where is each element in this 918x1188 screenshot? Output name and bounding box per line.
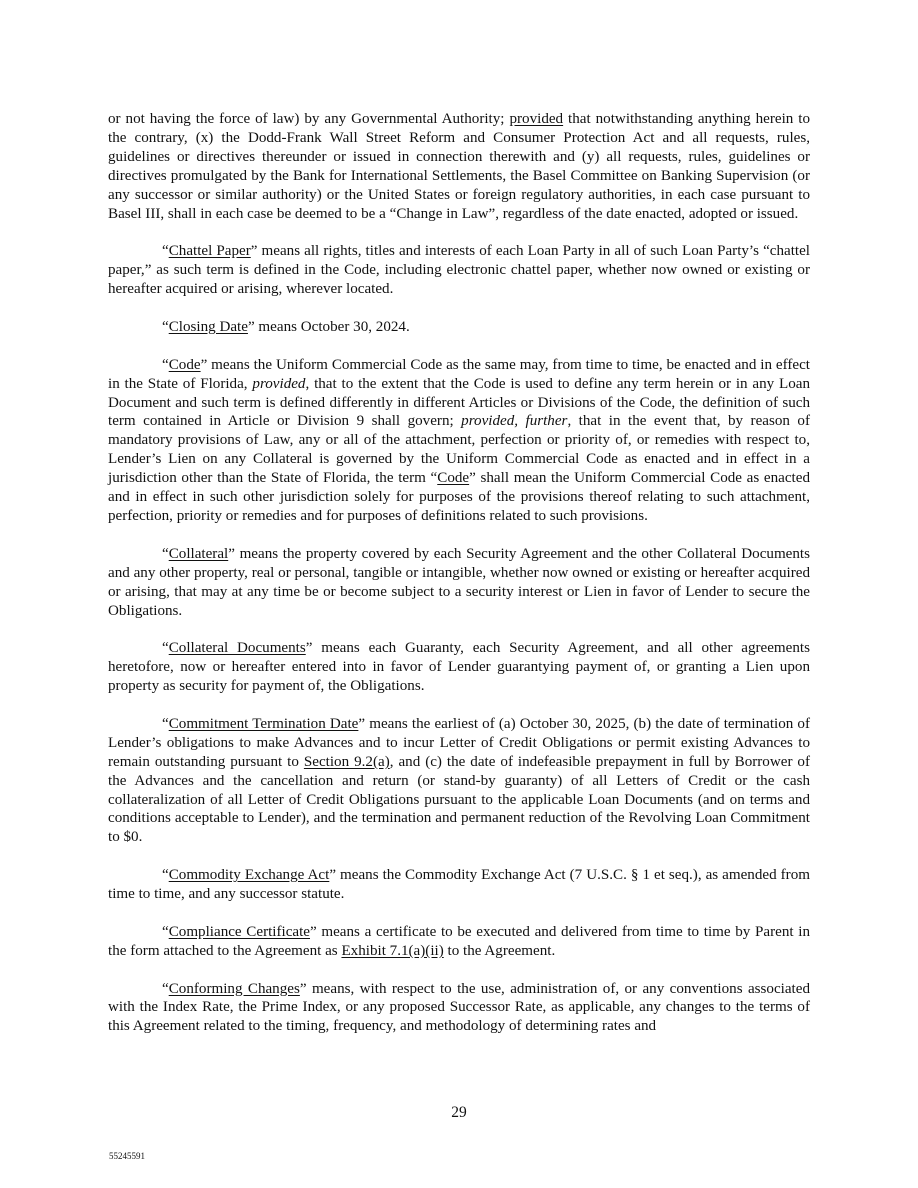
defined-term: Closing Date [168,318,248,335]
paragraph [108,545,810,621]
paragraph [108,980,810,1037]
text-run: “ [162,243,169,260]
paragraph [108,866,810,904]
text-run: ” means October 30, 2024. [247,318,410,335]
text-run: “ [162,318,169,335]
text-run: “ [162,356,169,373]
document-body [108,110,810,1055]
text-run: “ [162,545,169,562]
text-run: “ [162,980,169,997]
defined-term: Section 9.2(a) [303,753,390,770]
text-run: ” shall mean the Uniform Commercial Code as enacted and in effect in such other jurisdiction solely for purposes of the provisions thereof relating to such attachment, perfection, priority or remedies and for purposes of definitions related to such provisions. [108,470,810,524]
text-run: “ [162,923,169,940]
paragraph [108,639,810,696]
text-run: , that in the event that, by reason of mandatory provisions of Law, any or all of the attachment, perfection or priority of, or remedies with respect to, Lender’s Lien on any Collateral is governed by the Uniform Commercial Code as enacted and in effect in a jurisdiction other than the State of Florida, the term “ [108,413,810,487]
text-run: “ [162,867,169,884]
paragraph [108,242,810,299]
defined-term: Code [437,470,470,487]
text-run: ” means the earliest of (a) October 30, 2025, (b) the date of termination of Lender’s obligations to make Advances and to incur Letter of Credit Obligations or permit existing Advances to remain outstanding pursuant to [108,715,811,770]
defined-term: Chattel Paper [168,243,251,260]
defined-term: Commodity Exchange Act [168,867,330,884]
defined-term: Exhibit 7.1(a)(ii) [341,942,444,959]
paragraph [108,715,810,847]
text-run: ” means, with respect to the use, administration of, or any conventions associated with the Index Rate, the Prime Index, or any proposed Successor Rate, as applicable, any changes to the terms of this Agreement related to the timing, frequency, and methodology of determining rates and [108,980,810,1035]
text-run: ” means all rights, titles and interests of each Loan Party in all of such Loan Party’s “chattel paper,” as such term is defined in the Code, including electronic chattel paper, whether now owned or existing or hereafter acquired or arising, wherever located. [108,243,810,298]
page-number: 29 [451,1104,467,1121]
text-run: to the Agreement. [443,942,556,959]
italic-text: provided, further [461,413,568,430]
text-run: ” means a certificate to be executed and delivered from time to time by Parent in the form attached to the Agreement as [108,923,810,959]
paragraph [108,923,810,961]
document-id: 55245591 [109,1151,145,1161]
text-run: , and (c) the date of indefeasible prepayment in full by Borrower of the Advances and the cancellation and return (or stand-by guaranty) of all Letters of Credit or the cash collateralization of all Letter of Credit Obligations pursuant to the applicable Loan Documents (and on terms and conditions acceptable to Lender), and the termination and permanent reduction of the Revolving Loan Commitment to $0. [108,753,811,846]
text-run: “ [162,715,169,732]
italic-text: provided [252,375,306,392]
defined-term: provided [509,111,564,127]
text-run: that notwithstanding anything herein to the contrary, (x) the Dodd-Frank Wall Street Reform and Consumer Protection Act and all requests, rules, guidelines or directives thereunder or issued in connection therewith and (y) all requests, rules, guidelines or directives promulgated by the Bank for International Settlements, the Basel Committee on Banking Supervision (or any successor or similar authority) or the United States or foreign regulatory authorities, in each case pursuant to Basel III, shall in each case be deemed to be a “Change in Law”, regardless of the date enacted, adopted or issued. [108,111,811,222]
defined-term: Collateral [168,545,229,562]
defined-term: Collateral Documents [168,640,306,657]
paragraph [108,356,810,526]
text-run: ” means the property covered by each Security Agreement and the other Collateral Documents and any other property, real or personal, tangible or intangible, whether now owned or existing or hereafter acquired or arising, that may at any time be or become subject to a security interest or Lien in favor of Lender to secure the Obligations. [108,545,810,619]
defined-term: Compliance Certificate [168,923,310,940]
defined-term: Commitment Termination Date [168,715,359,732]
defined-term: Code [168,356,201,373]
text-run: ” means the Uniform Commercial Code as the same may, from time to time, be enacted and in effect in the State of Florida, [108,356,810,392]
defined-term: Conforming Changes [168,980,300,997]
text-run: ” means the Commodity Exchange Act (7 U.S.C. § 1 et seq.), as amended from time to time, and any successor statute. [108,867,810,903]
text-run: ” means each Guaranty, each Security Agreement, and all other agreements heretofore, now or hereafter entered into in favor of Lender guarantying payment of, or granting a Lien upon property as security for payment of, the Obligations. [108,640,810,695]
text-run: , that to the extent that the Code is used to define any term herein or in any Loan Document and such term is defined differently in different Articles or Divisions of the Code, the definition of such term contained in Article or Division 9 shall govern; [108,375,810,430]
paragraph [108,318,810,337]
text-run: or not having the force of law) by any Governmental Authority; [108,111,510,127]
text-run: “ [162,640,169,657]
paragraph [108,110,810,223]
